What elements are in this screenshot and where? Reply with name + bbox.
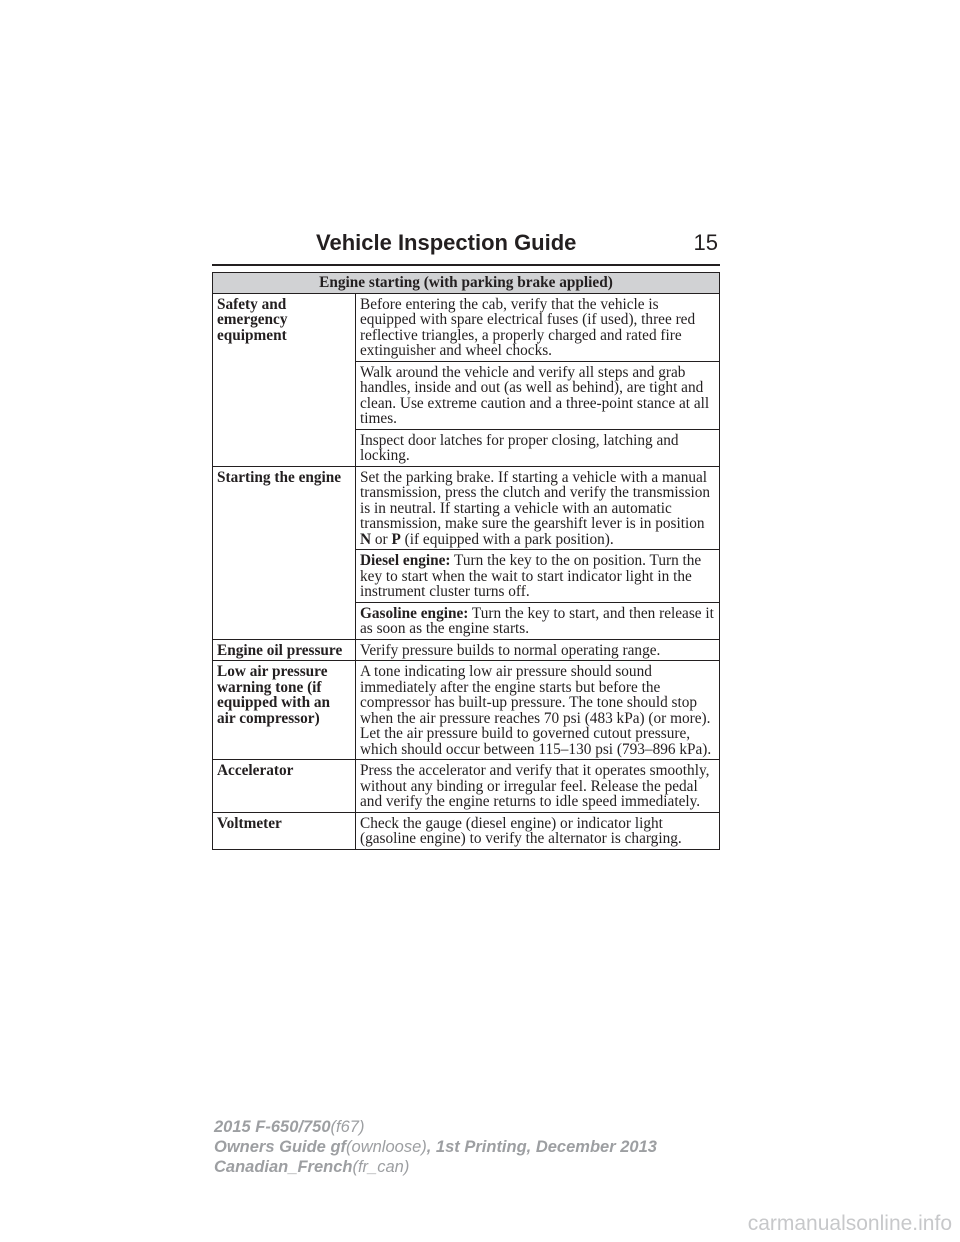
page-number: 15 [693,230,718,255]
page-title: Vehicle Inspection Guide [316,230,577,255]
table-row [213,760,720,813]
text-part: Turn the key to start, and then release it as soon as the engine starts. [360,604,714,637]
row-text: Inspect door latches for proper closing, latching and locking. [356,429,720,466]
table-row [213,661,720,760]
row-text: Check the gauge (diesel engine) or indicator light (gasoline engine) to verify the alternator is charging. [356,812,720,849]
row-label: Starting the engine [213,466,356,639]
table-row [213,466,720,550]
inspection-table [212,272,720,850]
lead-text: Gasoline engine: [360,604,469,622]
row-text: Walk around the vehicle and verify all steps and grab handles, inside and out (as well as behind), are tight and clean. Use extreme caution and a three-point stance at all times. [356,361,720,429]
table-row [213,639,720,661]
row-text [356,550,720,603]
row-label: Voltmeter [213,812,356,849]
text-part: Set the parking brake. If starting a vehicle with a manual transmission, press the clutch and verify the transmission is in neutral. If starting a vehicle with an automatic transmission, make sure the gearshift lever is in position [360,468,711,532]
text-part: or [371,530,392,548]
print-footer [214,1117,657,1177]
row-text [356,466,720,550]
row-label: Accelerator [213,760,356,813]
footer-locale: (fr_can) [352,1158,410,1176]
footer-edition: (ownloose) [346,1138,427,1156]
row-text: A tone indicating low air pressure should sound immediately after the engine starts but before the compressor has built-up pressure. The tone should stop when the air pressure reaches 70 psi (483 kPa) (or more). Let the air pressure build to governed cutout pressure, which should occur between 115–130 psi (793–896 kPa). [356,661,720,760]
footer-line-2 [214,1137,657,1157]
text-part: (if equipped with a park position). [400,530,614,548]
footer-line-1 [214,1117,657,1137]
table-heading: Engine starting (with parking brake applied) [213,273,720,294]
lead-text: Diesel engine: [360,552,451,569]
row-label: Low air pressure warning tone (if equipped with an air compressor) [213,661,356,760]
footer-line-3 [214,1157,657,1177]
row-text: Verify pressure builds to normal operating range. [356,639,720,661]
gear-p: P [391,530,401,548]
footer-code: (f67) [330,1118,365,1136]
row-text [356,602,720,639]
gear-n: N [360,530,372,548]
page-header [212,226,720,266]
row-label: Safety and emergency equipment [213,293,356,466]
footer-model: 2015 F-650/750 [214,1118,331,1136]
table-row [213,812,720,849]
row-text: Press the accelerator and verify that it operates smoothly, without any binding or irregular feel. Release the pedal and verify the engine returns to idle speed immediately. [356,760,720,813]
text-part: Turn the key to the on position. Turn the key to start when the wait to start indicator light in the instrument cluster turns off. [360,552,702,600]
table-header-row [213,273,720,294]
footer-printing: , 1st Printing, December 2013 [426,1138,657,1156]
footer-guide: Owners Guide gf [214,1138,347,1156]
row-label: Engine oil pressure [213,639,356,661]
footer-language: Canadian_French [214,1158,353,1176]
table-row [213,293,720,361]
watermark: carmanualsonline.info [747,1212,952,1235]
row-text: Before entering the cab, verify that the vehicle is equipped with spare electrical fuses (if used), three red reflective triangles, a properly charged and rated fire extinguisher and wheel chocks. [356,293,720,361]
